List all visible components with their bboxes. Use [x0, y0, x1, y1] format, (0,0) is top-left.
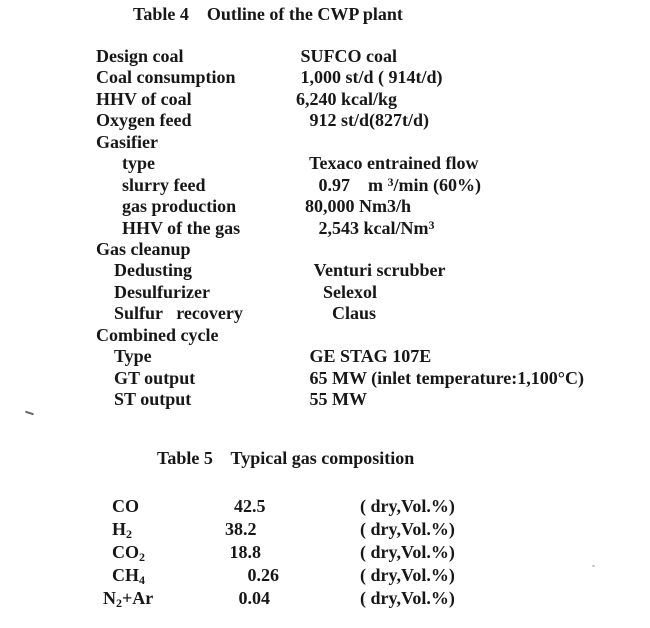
row-value: [296, 389, 367, 410]
row-value: [296, 303, 376, 324]
value-text: 80,000 Nm3/h: [296, 196, 412, 217]
table-row: [0, 303, 650, 324]
row-value: [296, 89, 397, 110]
row-value: [296, 67, 443, 88]
row-label: GT output: [114, 367, 196, 388]
species-value: 0.26: [225, 565, 279, 585]
species-text: +Ar: [122, 588, 154, 608]
table-row: [0, 282, 650, 303]
table-section-row: [0, 132, 650, 153]
row-value: [296, 196, 411, 217]
row-value: [296, 218, 435, 239]
species-label: [103, 541, 145, 564]
row-label: Coal consumption: [96, 67, 236, 88]
table-row: [0, 260, 650, 281]
row-label: Desulfurizer: [114, 281, 210, 302]
table-row: [0, 196, 650, 217]
section-label: Gas cleanup: [96, 238, 191, 259]
species-text: CO: [103, 496, 139, 516]
row-label: Sulfur recovery: [114, 303, 243, 324]
species-subscript: 2: [139, 550, 145, 564]
value-text: Claus: [296, 303, 377, 324]
value-text: 55 MW: [296, 389, 367, 409]
value-superscript: 3: [387, 174, 394, 189]
table-row: [0, 218, 650, 239]
value-text: Selexol: [296, 281, 377, 302]
scan-artifact: [25, 411, 34, 416]
species-subscript: 2: [116, 596, 122, 610]
value-text: GE STAG 107E: [296, 346, 432, 367]
table-row: [0, 46, 650, 67]
section-label: Combined cycle: [96, 324, 219, 345]
value-text: 0.97 m: [296, 174, 388, 195]
species-unit: ( dry,Vol.%): [360, 519, 455, 539]
species-label: [103, 518, 132, 541]
species-subscript: 2: [126, 527, 133, 541]
scan-speck: [592, 565, 595, 567]
species-value: 42.5: [225, 496, 266, 516]
section-label: Gasifier: [96, 131, 158, 152]
row-label: gas production: [122, 196, 237, 217]
value-text: 912 st/d(827t/d): [296, 110, 430, 131]
table-row: [0, 518, 650, 541]
row-label: ST output: [114, 389, 192, 409]
table-row: [0, 495, 650, 518]
table-section-row: [0, 239, 650, 260]
species-label: [103, 495, 139, 518]
species-label: [103, 587, 153, 610]
species-unit: ( dry,Vol.%): [360, 496, 455, 516]
row-value: [296, 46, 397, 67]
species-text: CH: [103, 565, 139, 585]
species-unit: ( dry,Vol.%): [360, 565, 455, 585]
value-superscript: 3: [428, 217, 435, 232]
row-value: [296, 260, 446, 281]
species-value: 18.8: [225, 542, 261, 562]
value-text: Venturi scrubber: [296, 260, 446, 281]
table-row: [0, 389, 650, 410]
value-text: 6,240 kcal/kg: [296, 88, 398, 109]
value-text: /min (60%): [393, 174, 481, 195]
species-text: N: [103, 588, 116, 608]
row-value: [296, 282, 377, 303]
table5-caption: Table 5 Typical gas composition: [157, 448, 415, 468]
row-value: [296, 346, 431, 367]
row-label: type: [122, 153, 155, 174]
row-label: Oxygen feed: [96, 110, 192, 131]
row-value: [296, 175, 481, 196]
species-label: [103, 564, 145, 587]
species-subscript: 4: [139, 573, 145, 587]
table-row: [0, 67, 650, 88]
table-row: [0, 110, 650, 131]
table4-caption: Table 4 Outline of the CWP plant: [133, 4, 403, 24]
table-row: [0, 368, 650, 389]
table-row: [0, 541, 650, 564]
species-unit: ( dry,Vol.%): [360, 588, 455, 608]
table5: [0, 495, 650, 610]
table-row: [0, 346, 650, 367]
table-row: [0, 587, 650, 610]
row-label: Type: [114, 346, 152, 367]
value-text: Texaco entrained flow: [296, 153, 479, 174]
table-section-row: [0, 325, 650, 346]
table4: [0, 46, 650, 410]
row-label: HHV of coal: [96, 88, 192, 109]
row-value: [296, 153, 479, 174]
species-text: CO: [103, 542, 139, 562]
row-label: slurry feed: [122, 174, 206, 195]
row-value: [296, 110, 429, 131]
table-row: [0, 175, 650, 196]
table-row: [0, 564, 650, 587]
species-text: H: [103, 519, 127, 539]
table-row: [0, 89, 650, 110]
row-value: [296, 368, 584, 389]
species-unit: ( dry,Vol.%): [360, 542, 455, 562]
value-text: 65 MW (inlet temperature:1,100°C): [296, 367, 584, 388]
species-value: 0.04: [225, 588, 270, 608]
table-row: [0, 153, 650, 174]
row-label: Dedusting: [114, 260, 193, 281]
species-value: 38.2: [225, 519, 257, 539]
value-text: 1,000 st/d ( 914t/d): [296, 67, 443, 88]
row-label: HHV of the gas: [122, 217, 241, 238]
value-text: SUFCO coal: [296, 46, 397, 66]
value-text: 2,543 kcal/Nm: [296, 217, 429, 238]
row-label: Design coal: [96, 46, 184, 66]
